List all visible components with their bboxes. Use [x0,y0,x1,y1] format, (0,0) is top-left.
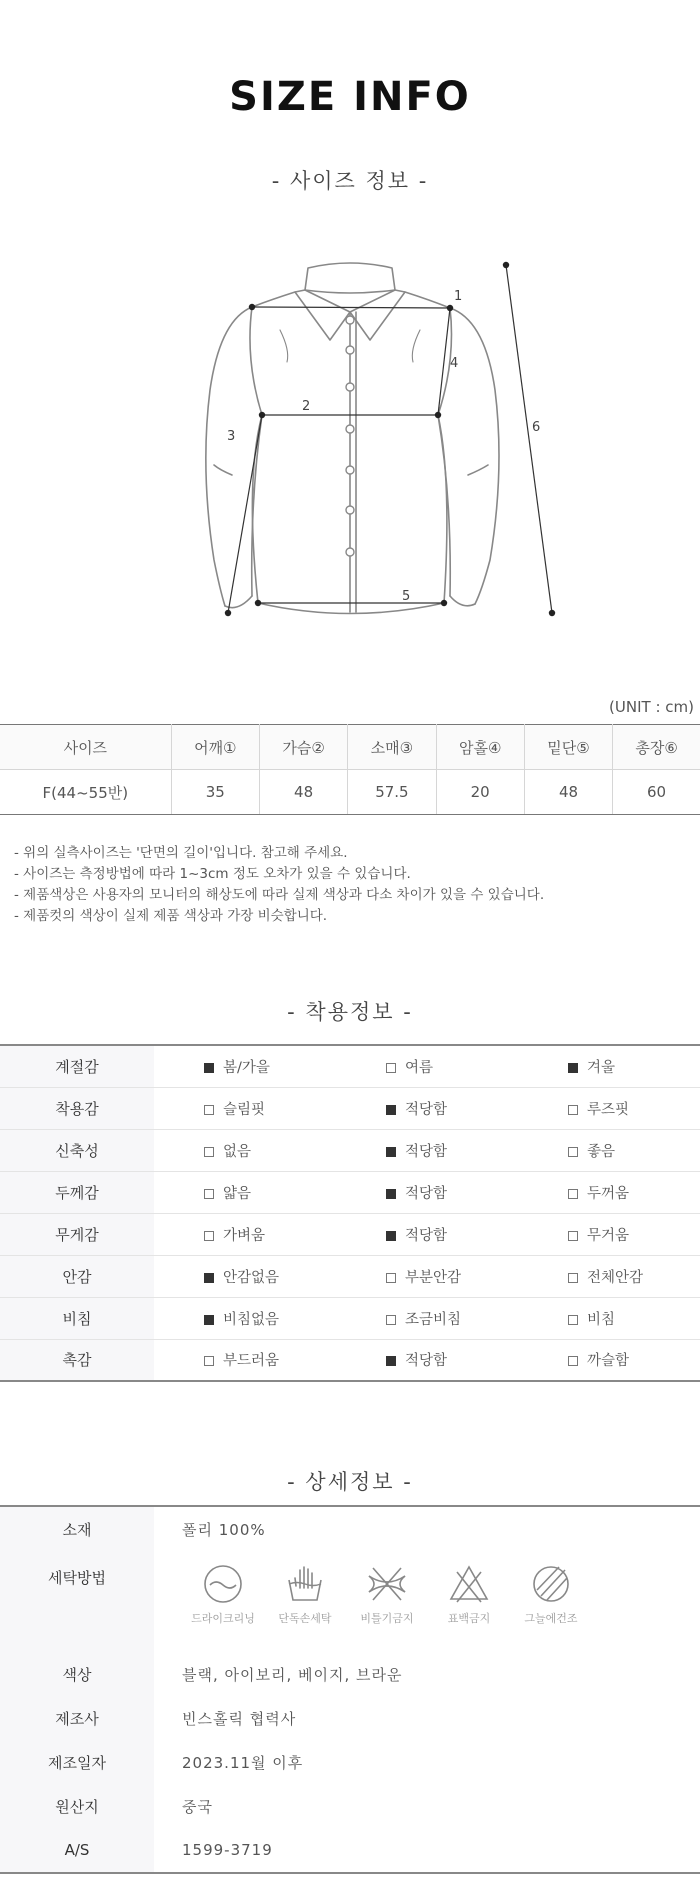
checked-box-icon [386,1105,396,1115]
wear-option-label: 적당함 [405,1101,448,1118]
cell-hem: 48 [524,770,612,815]
detail-row-date [0,1740,700,1784]
hand-wash-icon [283,1562,327,1606]
detail-row-material [0,1506,700,1551]
marker-3: 3 [227,429,236,444]
marker-4: 4 [450,356,459,371]
wear-option [154,1213,336,1255]
header-length: 총장⑥ [613,725,700,770]
unchecked-box-icon [386,1273,396,1283]
checked-box-icon [386,1356,396,1366]
wear-option-label: 안감없음 [223,1269,280,1286]
wear-row [0,1087,700,1129]
maker-value: 빈스홀릭 협력사 [182,1709,297,1728]
unchecked-box-icon [568,1231,578,1241]
wear-option [154,1297,336,1339]
marker-5: 5 [402,589,411,604]
color-value: 블랙, 아이보리, 베이지, 브라운 [182,1665,403,1684]
checked-box-icon [204,1273,214,1283]
wear-option [518,1129,700,1171]
detail-row-maker [0,1696,700,1740]
no-bleach-icon [447,1562,491,1606]
wear-option-label: 좋음 [587,1143,616,1160]
wear-label: 안감 [0,1255,154,1297]
unchecked-box-icon [568,1315,578,1325]
wear-option [518,1339,700,1381]
cell-shoulder: 35 [171,770,259,815]
detail-row-washing [0,1551,700,1652]
header-shoulder: 어깨① [171,725,259,770]
wear-row [0,1171,700,1213]
wear-option [336,1087,518,1129]
wear-option [518,1297,700,1339]
detail-row-origin [0,1784,700,1828]
wear-option-label: 전체안감 [587,1269,644,1286]
wear-option-label: 슬림핏 [223,1101,266,1118]
header-armhole: 암홀④ [436,725,524,770]
wear-row [0,1339,700,1381]
size-table [0,724,700,815]
wear-row [0,1255,700,1297]
marker-1: 1 [454,289,463,304]
wear-option [336,1339,518,1381]
wear-option-label: 무거움 [587,1227,630,1244]
washing-icons [182,1552,699,1626]
wear-option-label: 부분안감 [405,1269,462,1286]
washing-label: 세탁방법 [0,1551,154,1652]
marker-2: 2 [302,399,311,414]
unchecked-box-icon [568,1105,578,1115]
wear-row [0,1045,700,1087]
shirt-outline [206,263,499,614]
note-item: - 제품컷의 색상이 실제 제품 색상과 가장 비슷합니다. [14,908,328,924]
material-value: 폴리 100% [154,1506,700,1551]
note-item: - 위의 실측사이즈는 '단면의 길이'입니다. 참고해 주세요. [14,845,348,861]
wear-option [518,1213,700,1255]
maker-label: 제조사 [0,1696,154,1740]
wear-label: 촉감 [0,1339,154,1381]
wear-option-label: 여름 [405,1059,434,1076]
wear-option [336,1129,518,1171]
marker-6: 6 [532,420,541,435]
table-row [0,770,700,815]
as-label: A/S [0,1828,154,1873]
checked-box-icon [568,1063,578,1073]
origin-value: 중국 [182,1797,213,1816]
header-size: 사이즈 [0,725,171,770]
unchecked-box-icon [386,1315,396,1325]
wear-option-label: 적당함 [405,1185,448,1202]
wear-option [518,1255,700,1297]
checked-box-icon [204,1315,214,1325]
size-notes [14,843,544,927]
cell-size: F(44~55반) [0,770,171,815]
wear-label: 신축성 [0,1129,154,1171]
measurement-lines [228,265,552,613]
wear-option-label: 까슬함 [587,1353,630,1370]
unchecked-box-icon [204,1105,214,1115]
wear-option-label: 두꺼움 [587,1185,630,1202]
wash-label: 비틀기금지 [360,1612,414,1625]
checked-box-icon [204,1063,214,1073]
wear-option-label: 루즈핏 [587,1101,630,1118]
size-section-title: - 사이즈 정보 - [271,169,429,193]
wear-option-label: 가벼움 [223,1227,266,1244]
unchecked-box-icon [568,1273,578,1283]
page-title: SIZE INFO [229,74,471,120]
wear-option-label: 비침 [587,1311,616,1328]
wear-option-label: 겨울 [587,1059,616,1076]
checked-box-icon [386,1147,396,1157]
unchecked-box-icon [386,1063,396,1073]
no-twist-icon [365,1562,409,1606]
unchecked-box-icon [204,1356,214,1366]
unit-label: (UNIT : cm) [609,698,694,716]
wear-option-label: 부드러움 [223,1353,280,1370]
wear-option [336,1213,518,1255]
wear-option-label: 비침없음 [223,1311,280,1328]
wear-option [336,1045,518,1087]
wear-option [154,1339,336,1381]
wash-label: 그늘에건조 [524,1612,578,1625]
wear-option [154,1087,336,1129]
date-label: 제조일자 [0,1740,154,1784]
header-chest: 가슴② [259,725,347,770]
as-value: 1599-3719 [154,1828,700,1873]
wear-row [0,1129,700,1171]
detail-row-as [0,1828,700,1873]
wear-option [336,1297,518,1339]
wear-option-label: 조금비침 [405,1311,462,1328]
wear-label: 착용감 [0,1087,154,1129]
note-item: - 제품색상은 사용자의 모니터의 해상도에 따라 실제 색상과 다소 차이가 있을 수 있습니다. [14,887,545,903]
detail-info-table [0,1505,700,1874]
origin-label: 원산지 [0,1784,154,1828]
checked-box-icon [386,1231,396,1241]
wear-option [154,1045,336,1087]
checked-box-icon [386,1189,396,1199]
date-value: 2023.11월 이후 [182,1753,304,1772]
wash-label: 단독손세탁 [278,1612,332,1625]
dry-clean-icon [201,1562,245,1606]
wear-label: 계절감 [0,1045,154,1087]
detail-section-title: - 상세정보 - [287,1470,413,1494]
unchecked-box-icon [568,1147,578,1157]
wear-option-label: 봄/가을 [223,1059,270,1076]
wear-option [518,1171,700,1213]
header-sleeve: 소매③ [348,725,436,770]
unchecked-box-icon [204,1231,214,1241]
wear-option-label: 없음 [223,1143,252,1160]
wear-option [154,1255,336,1297]
wear-section-title: - 착용정보 - [287,1000,413,1024]
wear-label: 두께감 [0,1171,154,1213]
unchecked-box-icon [568,1189,578,1199]
unchecked-box-icon [568,1356,578,1366]
wear-option-label: 적당함 [405,1227,448,1244]
cell-armhole: 20 [436,770,524,815]
size-table-header [0,725,700,770]
cell-length: 60 [613,770,700,815]
wear-row [0,1213,700,1255]
cell-sleeve: 57.5 [348,770,436,815]
wear-option [154,1129,336,1171]
detail-row-color [0,1652,700,1696]
wear-label: 비침 [0,1297,154,1339]
color-label: 색상 [0,1652,154,1696]
wear-option-label: 얇음 [223,1185,252,1202]
wear-option [154,1171,336,1213]
wear-option-label: 적당함 [405,1143,448,1160]
note-item: - 사이즈는 측정방법에 따라 1~3cm 정도 오차가 있을 수 있습니다. [14,866,411,882]
material-label: 소재 [0,1506,154,1551]
header-hem: 밑단⑤ [524,725,612,770]
measurement-points [225,262,555,616]
wear-option [518,1045,700,1087]
unchecked-box-icon [204,1147,214,1157]
wash-label: 표백금지 [447,1612,491,1625]
cell-chest: 48 [259,770,347,815]
unchecked-box-icon [204,1189,214,1199]
wear-option [518,1087,700,1129]
wear-row [0,1297,700,1339]
wear-option [336,1171,518,1213]
shade-dry-icon [529,1562,573,1606]
wear-option [336,1255,518,1297]
garment-size-diagram [170,250,570,630]
wear-option-label: 적당함 [405,1353,448,1370]
wash-label: 드라이크리닝 [191,1612,255,1625]
wear-label: 무게감 [0,1213,154,1255]
wear-info-table [0,1044,700,1382]
